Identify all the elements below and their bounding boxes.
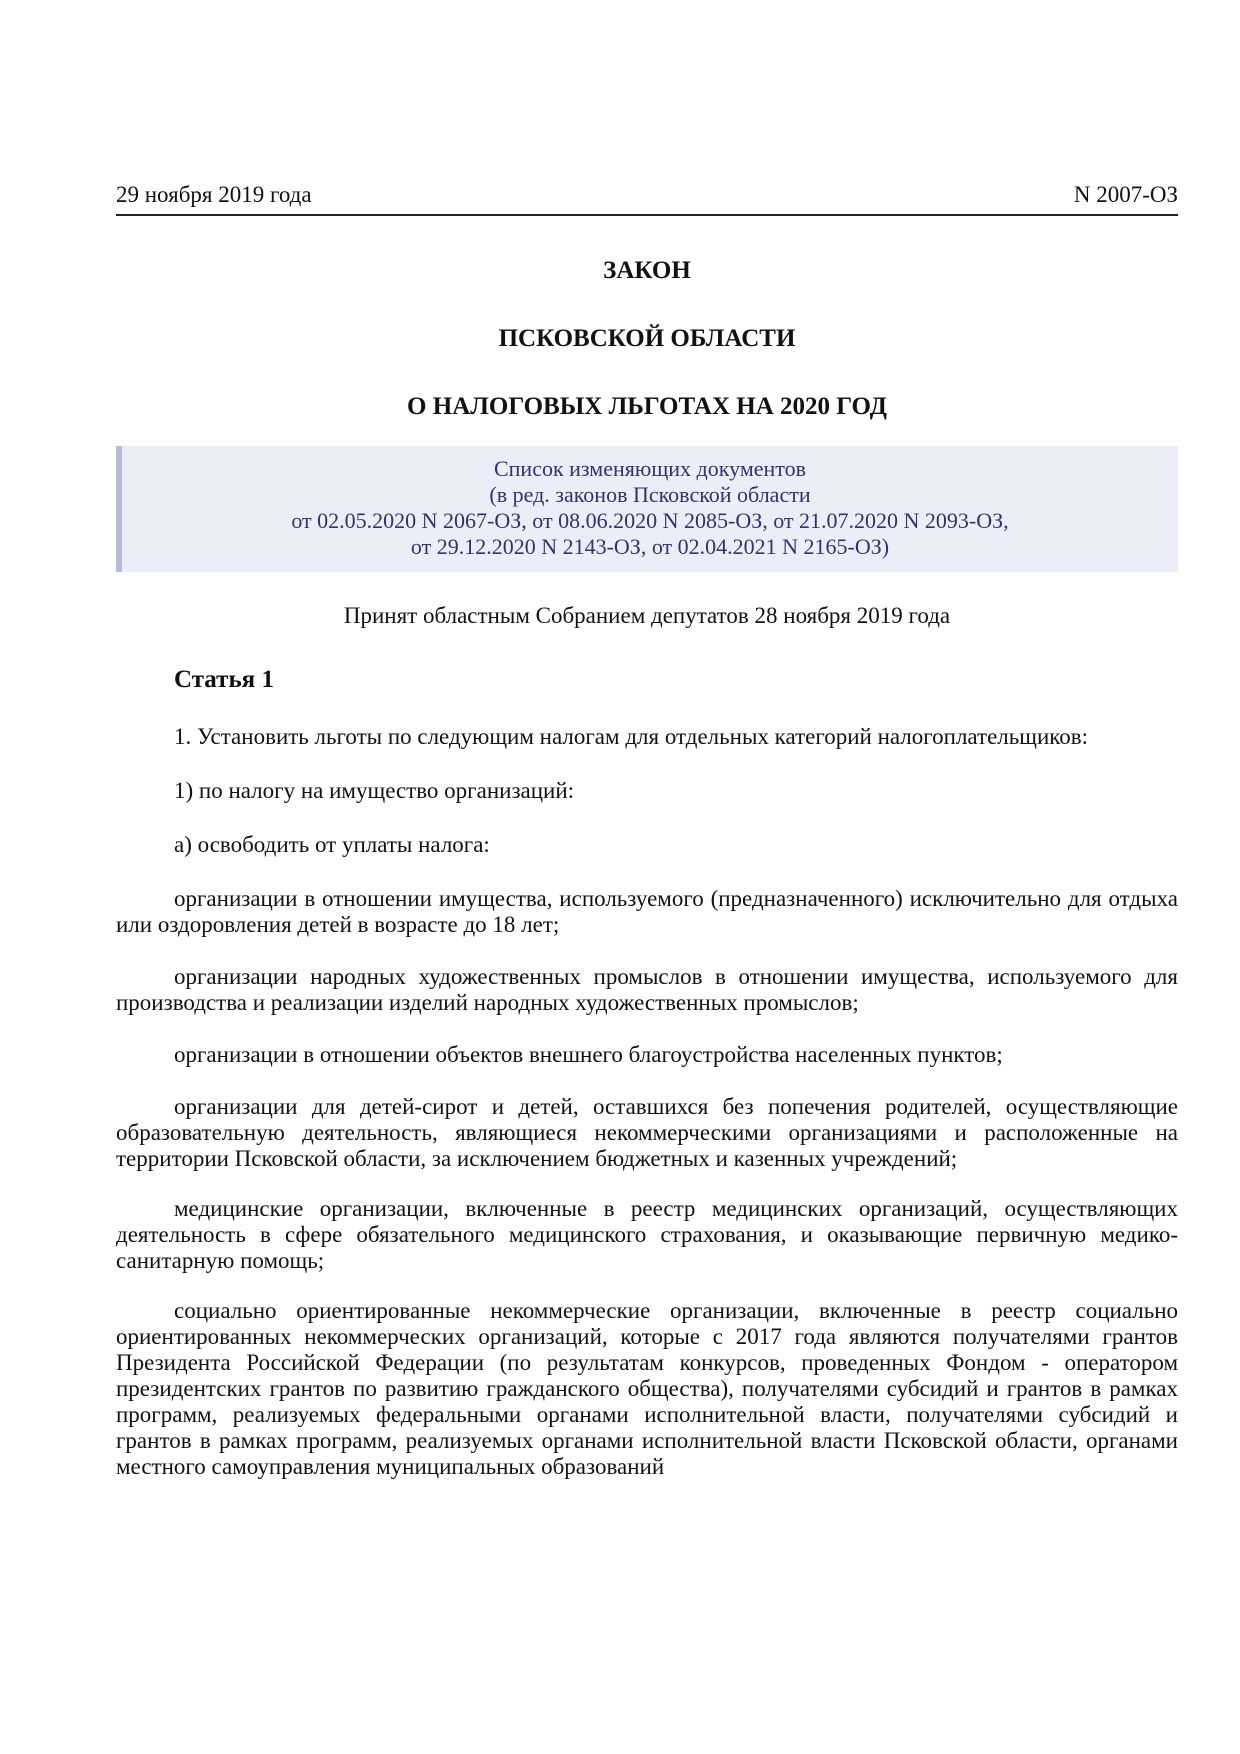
amendments-heading: Список изменяющих документов [493,456,806,481]
paragraph: организации в отношении имущества, используемого (предназначенного) исключительно для отдыха или оздоровления детей в возрасте до 18 лет; [116,886,1178,937]
title-region: ПСКОВСКОЙ ОБЛАСТИ [498,325,796,352]
amendments-box [116,446,1178,572]
document-header [116,178,1178,216]
paragraph: 1. Установить льготы по следующим налогам для отдельных категорий налогоплательщиков: [174,724,1089,749]
title-law: ЗАКОН [603,257,691,284]
paragraph: социально ориентированные некоммерческие организации, включенные в реестр социально ориентированных некоммерческих организаций, которые с 2017 года являются получателями грантов Президента Российской Федерации (по результатам конкурсов, проведенных Фондом - оператором президентских грантов по развитию гражданского общества), получателями субсидий и грантов в рамках программ, реализуемых федеральными органами исполнительной власти, получателями субсидий и грантов в рамках программ, реализуемых органами исполнительной власти Псковской области, органами местного самоуправления муниципальных образований [116,1298,1178,1479]
amendments-line: от 29.12.2020 N 2143-ОЗ, от 02.04.2021 N 2165-ОЗ) [410,534,890,559]
amendments-line: (в ред. законов Псковской области [489,482,811,507]
paragraph: а) освободить от уплаты налога: [174,832,490,857]
document-page [116,178,1178,1480]
article-heading: Статья 1 [174,666,274,693]
title-subject: О НАЛОГОВЫХ ЛЬГОТАХ НА 2020 ГОД [407,393,887,420]
paragraph: организации народных художественных промыслов в отношении имущества, используемого для производства и реализации изделий народных художественных промыслов; [116,964,1178,1015]
paragraph: 1) по налогу на имущество организаций: [174,778,575,803]
paragraph: организации для детей-сирот и детей, оставшихся без попечения родителей, осуществляющие образовательную деятельность, являющиеся некоммерческими организациями и расположенные на территории Псковской области, за исключением бюджетных и казенных учреждений; [116,1094,1178,1171]
amendments-line: от 02.05.2020 N 2067-ОЗ, от 08.06.2020 N 2085-ОЗ, от 21.07.2020 N 2093-ОЗ, [291,508,1009,533]
adoption-note: Принят областным Собранием депутатов 28 ноября 2019 года [343,603,951,628]
paragraph: медицинские организации, включенные в реестр медицинских организаций, осуществляющих деятельность в сфере обязательного медицинского страхования, и оказывающие первичную медико-санитарную помощь; [116,1196,1178,1273]
law-number: N 2007-ОЗ [1073,182,1178,207]
paragraph: организации в отношении объектов внешнего благоустройства населенных пунктов; [174,1042,1003,1067]
law-date: 29 ноября 2019 года [116,182,312,207]
